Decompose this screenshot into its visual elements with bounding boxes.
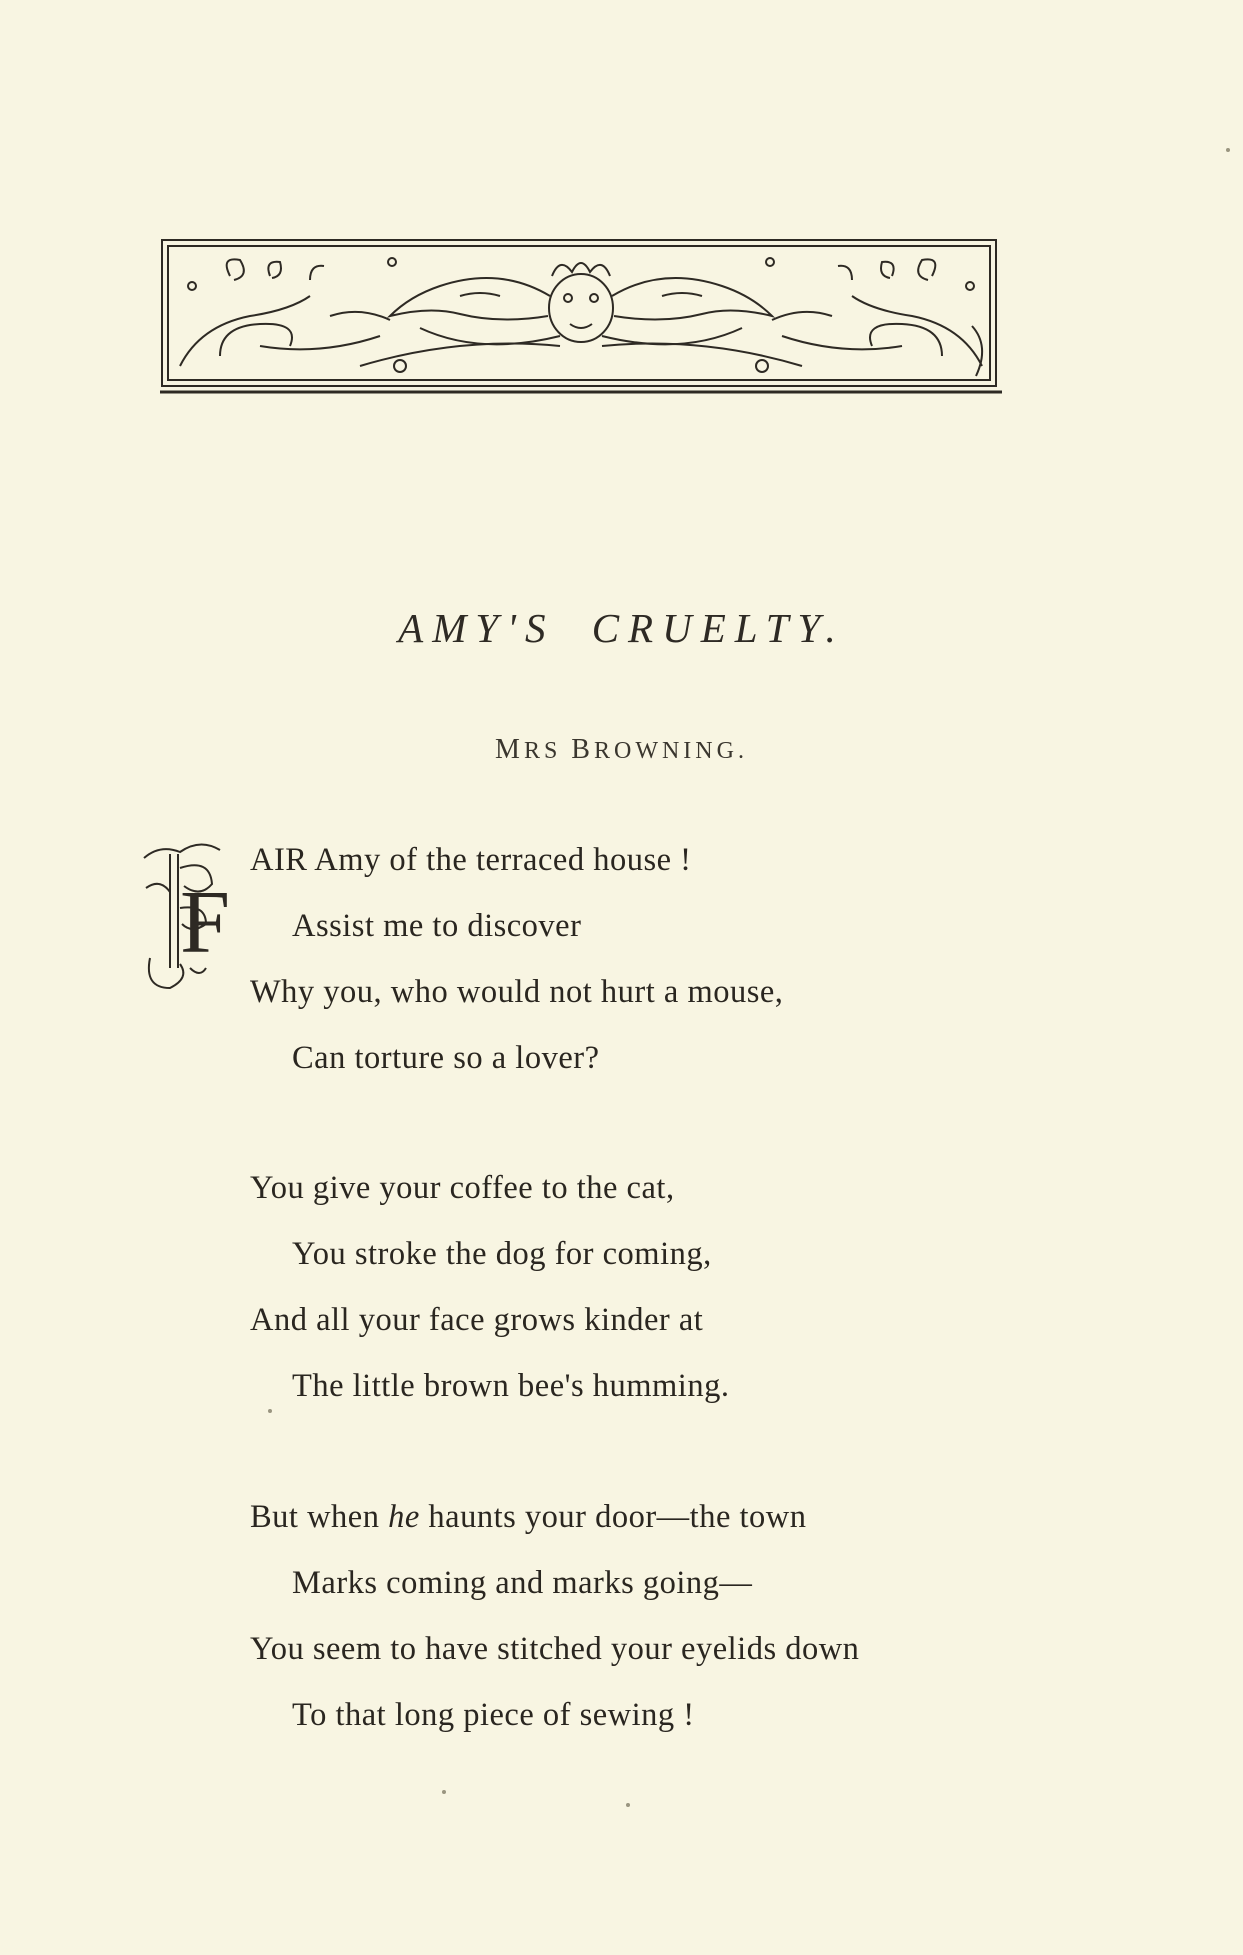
line-segment: But when [250, 1499, 389, 1535]
poem-line: You give your coffee to the cat, [250, 1170, 675, 1206]
poem-title: AMY'S CRUELTY. [398, 605, 845, 651]
decorated-initial-icon [140, 828, 252, 998]
emphasized-word: he [388, 1499, 420, 1535]
stanza-1 [250, 827, 1130, 1091]
poem-line: Why you, who would not hurt a mouse, [250, 974, 784, 1010]
line-segment: haunts your door—the town [419, 1499, 807, 1535]
paper-speck [442, 1790, 446, 1794]
poem-author [0, 734, 1243, 766]
poem-line: And all your face grows kinder at [250, 1302, 704, 1338]
paper-speck [626, 1803, 630, 1807]
author-text: ROWNING. [593, 738, 748, 764]
svg-text:F: F [180, 873, 231, 972]
stanza-2 [250, 1155, 1130, 1419]
stanza-3 [250, 1484, 1130, 1748]
poem-line: You stroke the dog for coming, [292, 1236, 712, 1272]
poem-line: You seem to have stitched your eyelids down [250, 1631, 860, 1667]
poem-line: The little brown bee's humming. [292, 1368, 730, 1404]
poem-line: To that long piece of sewing ! [292, 1697, 695, 1733]
author-initial: M [495, 734, 524, 765]
paper-speck [1226, 148, 1230, 152]
ornamental-headpiece-icon [160, 236, 1002, 394]
poem-line: AIR Amy of the terraced house ! [250, 842, 692, 878]
poem-line [250, 1484, 1130, 1550]
author-text: RS [523, 738, 572, 764]
paper-speck [268, 1409, 272, 1413]
poem-line: Can torture so a lover? [292, 1040, 600, 1076]
author-initial: B [571, 734, 594, 765]
poem-line: Marks coming and marks going— [292, 1565, 753, 1601]
poem-line: Assist me to discover [292, 908, 582, 944]
